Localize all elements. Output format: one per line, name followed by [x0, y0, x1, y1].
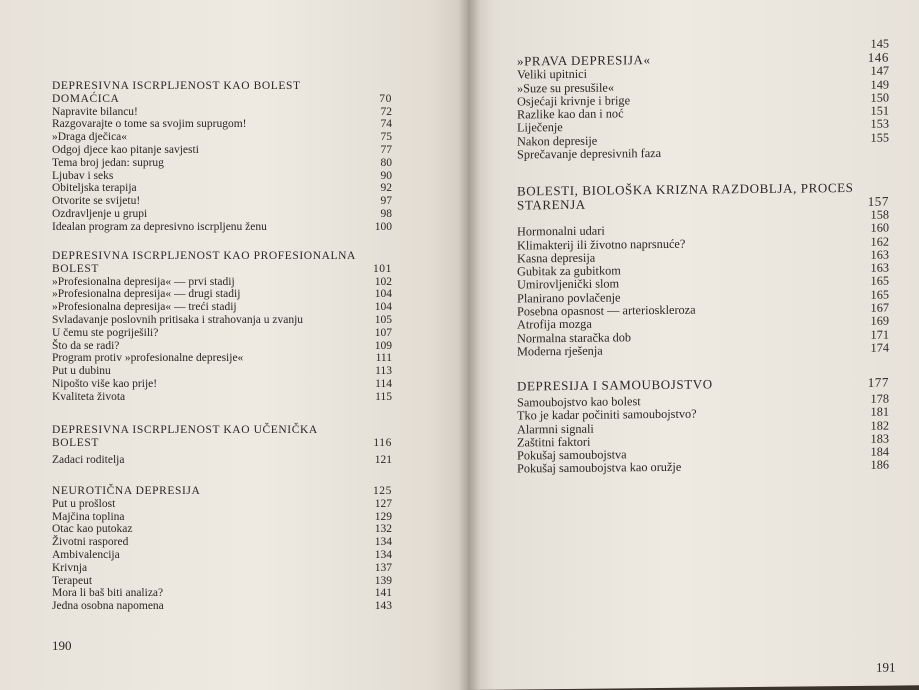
- toc-entry: Umirovljenički slom 165: [517, 274, 889, 292]
- toc-entry: Krivnja 137: [52, 561, 392, 574]
- section-heading: [52, 424, 392, 437]
- toc-entry: Majčina toplina 129: [52, 510, 392, 523]
- heading-page: 177: [867, 374, 889, 390]
- toc-section-bolesti: [517, 181, 889, 359]
- toc-entry: Tko je kadar počiniti samoubojstvo? 181: [517, 404, 889, 423]
- toc-entry: Razgovarajte o tome sa svojim suprugom! 74: [52, 118, 392, 131]
- toc-entry: Zadaci roditelja 121: [52, 453, 392, 466]
- toc-entry: Put u dubinu 113: [52, 365, 392, 378]
- toc-entry: Otvorite se svijetu! 97: [52, 195, 392, 208]
- toc-entry: Osjećaji krivnje i brige 150: [517, 90, 889, 109]
- toc-entry: 158: [870, 207, 889, 222]
- toc-entry: Pokušaj samoubojstva kao oružje 186: [517, 458, 889, 476]
- toc-entry: Ambivalencija 134: [52, 548, 392, 561]
- toc-section-prava-depresija: [517, 38, 889, 162]
- toc-entry: Klimakterij ili životno naprsnuće? 162: [517, 234, 889, 253]
- toc-entry: Veliki upitnici 147: [517, 63, 889, 82]
- heading-page: 146: [867, 49, 889, 66]
- toc-entry: Ljubav i seks 90: [52, 169, 392, 182]
- book-gutter-shadow: [458, 0, 480, 690]
- toc-entry: Sprečavanje depresivnih faza: [517, 146, 662, 162]
- toc-entry: »Draga dječica« 75: [52, 131, 392, 144]
- heading-page: 116: [373, 436, 392, 449]
- toc-entry: Zaštitni faktori 183: [517, 431, 889, 450]
- section-heading: [52, 80, 392, 93]
- page-number: 190: [52, 638, 72, 653]
- heading-text: BOLEST: [52, 436, 100, 449]
- heading-text: DEPRESIJA I SAMOUBOJSTVO: [517, 376, 713, 394]
- toc-entry: Planirano povlačenje 165: [517, 287, 889, 306]
- toc-entry: Hormonalni udari 160: [517, 220, 889, 239]
- heading-text: DEPRESIVNA ISCRPLJENOST KAO UČENIČKA: [52, 424, 318, 436]
- toc-entry: Samoubojstvo kao bolest 178: [517, 391, 889, 410]
- toc-section-domacica: [52, 80, 392, 234]
- toc-entry: Otac kao putokaz 132: [52, 523, 392, 536]
- toc-entry: Tema broj jedan: suprug 80: [52, 156, 392, 169]
- heading-text: STARENJA: [517, 196, 586, 213]
- toc-entry: Kasna depresija 163: [517, 247, 889, 266]
- heading-text: BOLEST: [52, 262, 100, 275]
- page-number: 191: [876, 659, 896, 675]
- toc-entry: »Profesionalna depresija« — treći stadij 104: [52, 301, 392, 314]
- toc-entry: Terapeut 139: [52, 574, 392, 587]
- section-heading-cont: [52, 93, 392, 106]
- toc-entry: Put u prošlost 127: [52, 497, 392, 510]
- toc-entry: Posebna opasnost — arterioskleroza 167: [517, 300, 889, 319]
- toc-entry: Jedna osobna napomena 143: [52, 600, 392, 613]
- toc-entry: Idealan program za depresivno iscrpljenu ženu 100: [52, 220, 392, 233]
- heading-text: NEUROTIČNA DEPRESIJA: [52, 485, 201, 497]
- section-heading-cont: [52, 263, 392, 276]
- toc-entry: Što da se radi? 109: [52, 339, 392, 352]
- toc-entry: Ozdravljenje u grupi 98: [52, 207, 392, 220]
- toc-section-ucenicka: [52, 424, 392, 466]
- toc-entry: Normalna staračka dob 171: [517, 327, 889, 346]
- toc-entry: Gubitak za gubitkom 163: [517, 260, 889, 279]
- toc-entry: Mora li baš biti analiza? 141: [52, 587, 392, 600]
- heading-text: DEPRESIVNA ISCRPLJENOST KAO BOLEST: [52, 80, 301, 92]
- toc-section-samoubojstvo: [517, 376, 889, 477]
- heading-page: 157: [867, 193, 889, 209]
- toc-entry: Program protiv »profesionalne depresije« 111: [52, 352, 392, 365]
- toc-entry: Moderna rješenja 174: [517, 340, 889, 359]
- toc-entry: Obiteljska terapija 92: [52, 182, 392, 195]
- heading-page: 101: [372, 262, 392, 275]
- right-page: [468, 0, 919, 690]
- toc-entry: Odgoj djece kao pitanje savjesti 77: [52, 143, 392, 156]
- toc-entry: »Suze su presušile« 149: [517, 77, 889, 96]
- toc-entry: Nipošto više kao prije! 114: [52, 377, 392, 390]
- heading-text: »PRAVA DEPRESIJA«: [517, 52, 651, 69]
- toc-entry: Pokušaj samoubojstva 184: [517, 444, 889, 463]
- section-heading-cont: [52, 437, 392, 450]
- section-heading: [52, 250, 392, 263]
- page-ref: 145: [870, 36, 889, 51]
- toc-entry: U čemu ste pogriješili? 107: [52, 326, 392, 339]
- heading-text: DEPRESIVNA ISCRPLJENOST KAO PROFESIONALNA: [52, 250, 356, 262]
- heading-text: DOMAĆICA: [52, 92, 120, 105]
- section-heading: [52, 485, 392, 498]
- toc-entry: Alarmni signali 182: [517, 418, 889, 437]
- toc-entry: Liječenje 153: [517, 117, 889, 135]
- toc-entry: Atrofija mozga 169: [517, 313, 889, 332]
- toc-entry: Napravite bilancu! 72: [52, 105, 392, 118]
- toc-entry: »Profesionalna depresija« — drugi stadij 104: [52, 288, 392, 301]
- heading-page: 125: [372, 485, 392, 497]
- toc-section-neuroticna: [52, 485, 392, 613]
- toc-entry: Nakon depresije 155: [517, 130, 889, 149]
- heading-text: BOLESTI, BIOLOŠKA KRIZNA RAZDOBLJA, PROCES: [517, 179, 854, 199]
- toc-entry: Svladavanje poslovnih pritisaka i strahovanja u zvanju 105: [52, 313, 392, 326]
- toc-entry: Životni raspored 134: [52, 536, 392, 549]
- toc-entry: Razlike kao dan i noć 151: [517, 103, 889, 122]
- toc-entry: Kvaliteta života 115: [52, 390, 392, 403]
- section-heading: [517, 376, 889, 394]
- heading-page: 70: [379, 92, 392, 105]
- toc-entry: »Profesionalna depresija« — prvi stadij 102: [52, 275, 392, 288]
- toc-section-profesionalna: [52, 250, 392, 404]
